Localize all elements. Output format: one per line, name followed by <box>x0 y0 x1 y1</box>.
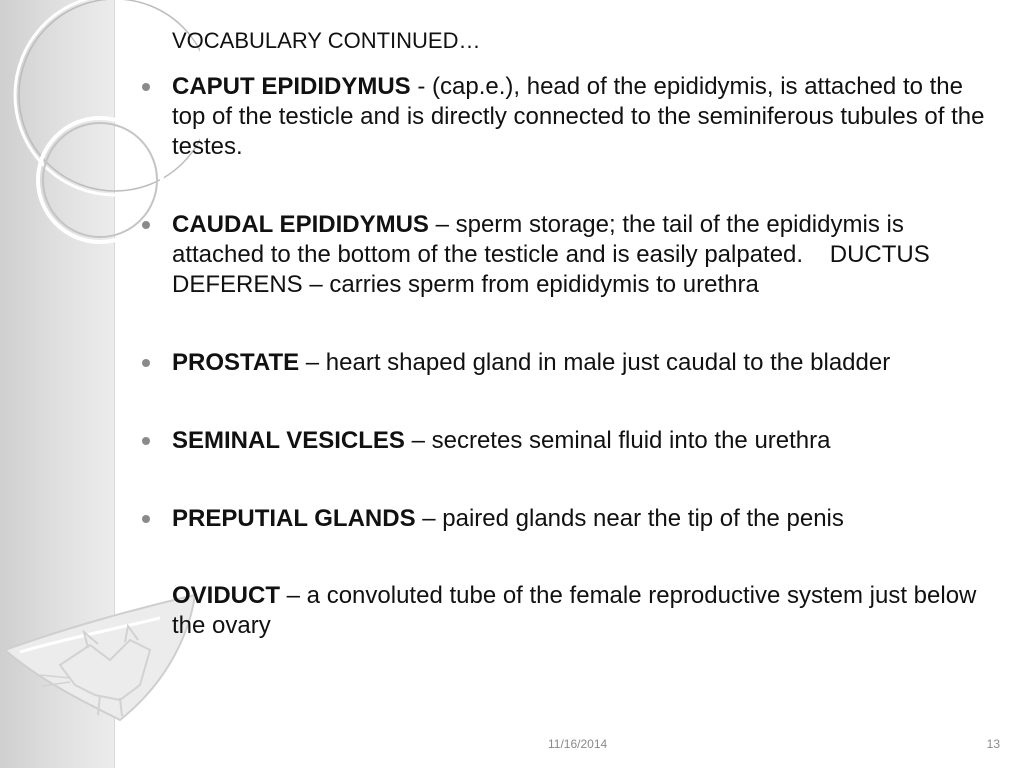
bullet-item <box>140 581 1000 641</box>
bullet-definition: – secretes seminal fluid into the urethra <box>404 427 831 454</box>
bullet-dot-icon <box>142 515 150 523</box>
bullet-list <box>140 72 1000 641</box>
bullet-term: CAPUT EPIDIDYMUS <box>172 73 411 100</box>
footer-date: 11/16/2014 <box>548 737 608 751</box>
bullet-definition: – paired glands near the tip of the penis <box>415 505 844 532</box>
bullet-term: CAUDAL EPIDIDYMUS <box>172 211 429 238</box>
footer-page-number: 13 <box>986 737 1000 751</box>
bullet-term: OVIDUCT <box>172 582 280 609</box>
bullet-item <box>140 348 1000 378</box>
bullet-definition: – sperm storage; the tail of the epididymis is attached to the bottom of the testicle and is easily palpated. DUCTUS DEFERENS – carries sperm from epididymis to urethra <box>172 211 937 298</box>
bullet-item <box>140 504 1000 534</box>
bullet-item <box>140 426 1000 456</box>
bullet-dot-icon <box>142 359 150 367</box>
bullet-definition: - (cap.e.), head of the epididymis, is attached to the top of the testicle and is directly connected to the seminiferous tubules of the testes. <box>172 73 985 160</box>
bullet-dot-icon <box>142 221 150 229</box>
bullet-term: SEMINAL VESICLES <box>172 427 405 454</box>
bullet-dot-icon <box>142 83 150 91</box>
bullet-definition: – a convoluted tube of the female reproductive system just below the ovary <box>172 582 977 639</box>
bullet-item <box>140 210 1000 300</box>
bullet-definition: – heart shaped gland in male just caudal to the bladder <box>299 349 891 376</box>
slide-title: VOCABULARY CONTINUED… <box>172 28 481 53</box>
bullet-item <box>140 72 1000 162</box>
bullet-term: PROSTATE <box>172 349 300 376</box>
bullet-dot-icon <box>142 437 150 445</box>
bullet-term: PREPUTIAL GLANDS <box>172 505 416 532</box>
